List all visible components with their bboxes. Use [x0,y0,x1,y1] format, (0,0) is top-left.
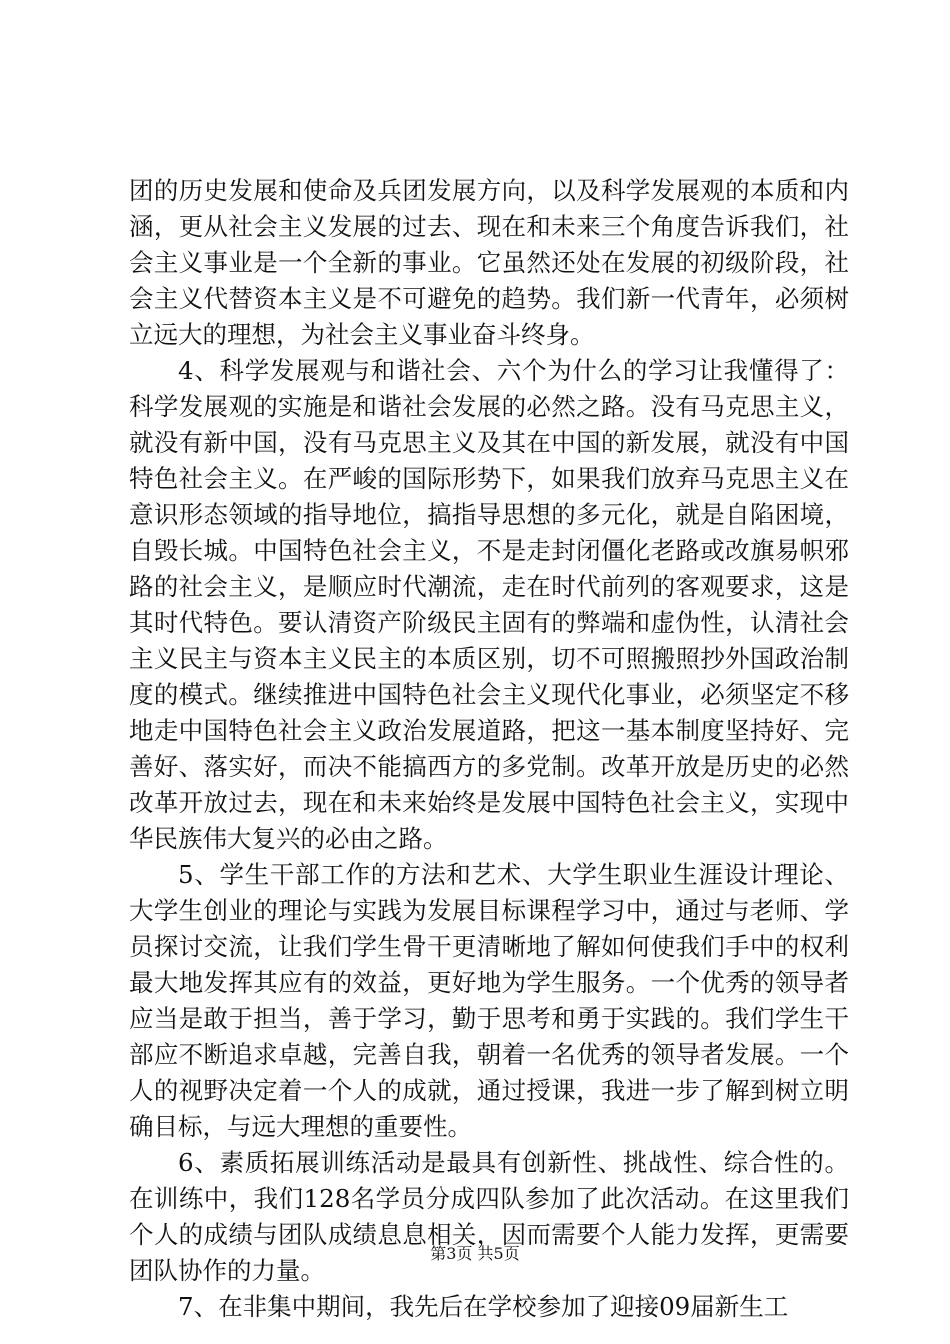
page-number: 第3页 共5页 [430,1244,520,1263]
page-footer [0,1244,950,1264]
paragraph-item-6: 6、素质拓展训练活动是最具有创新性、挑战性、综合性的。在训练中，我们128名学员分成四队参加了此次活动。在这里我们个人的成绩与团队成绩息息相关，因而需要个人能力发挥，更需要团队协作的力量。 [129,1148,849,1285]
paragraph-continued: 团的历史发展和使命及兵团发展方向，以及科学发展观的本质和内涵，更从社会主义发展的过去、现在和未来三个角度告诉我们，社会主义事业是一个全新的事业。它虽然还处在发展的初级阶段，社会主义代替资本主义是不可避免的趋势。我们新一代青年，必须树立远大的理想，为社会主义事业奋斗终身。 [129,176,849,349]
document-body [129,173,849,1325]
paragraph-item-7: 7、在非集中期间，我先后在学校参加了迎接09届新生工 [178,1292,789,1321]
paragraph-item-5: 5、学生干部工作的方法和艺术、大学生职业生涯设计理论、大学生创业的理论与实践为发展目标课程学习中，通过与老师、学员探讨交流，让我们学生骨干更清晰地了解如何使我们手中的权利最大地发挥其应有的效益，更好地为学生服务。一个优秀的领导者应当是敢于担当，善于学习，勤于思考和勇于实践的。我们学生干部应不断追求卓越，完善自我，朝着一名优秀的领导者发展。一个人的视野决定着一个人的成就，通过授课，我进一步了解到树立明确目标，与远大理想的重要性。 [129,860,849,1141]
paragraph-item-4: 4、科学发展观与和谐社会、六个为什么的学习让我懂得了：科学发展观的实施是和谐社会发展的必然之路。没有马克思主义，就没有新中国，没有马克思主义及其在中国的新发展，就没有中国特色社会主义。在严峻的国际形势下，如果我们放弃马克思主义在意识形态领域的指导地位，搞指导思想的多元化，就是自陷困境，自毁长城。中国特色社会主义，不是走封闭僵化老路或改旗易帜邪路的社会主义，是顺应时代潮流，走在时代前列的客观要求，这是其时代特色。要认清资产阶级民主固有的弊端和虚伪性，认清社会主义民主与资本主义民主的本质区别，切不可照搬照抄外国政治制度的模式。继续推进中国特色社会主义现代化事业，必须坚定不移地走中国特色社会主义政治发展道路，把这一基本制度坚持好、完善好、落实好，而决不能搞西方的多党制。改革开放是历史的必然改革开放过去，现在和未来始终是发展中国特色社会主义，实现中华民族伟大复兴的必由之路。 [129,356,849,853]
